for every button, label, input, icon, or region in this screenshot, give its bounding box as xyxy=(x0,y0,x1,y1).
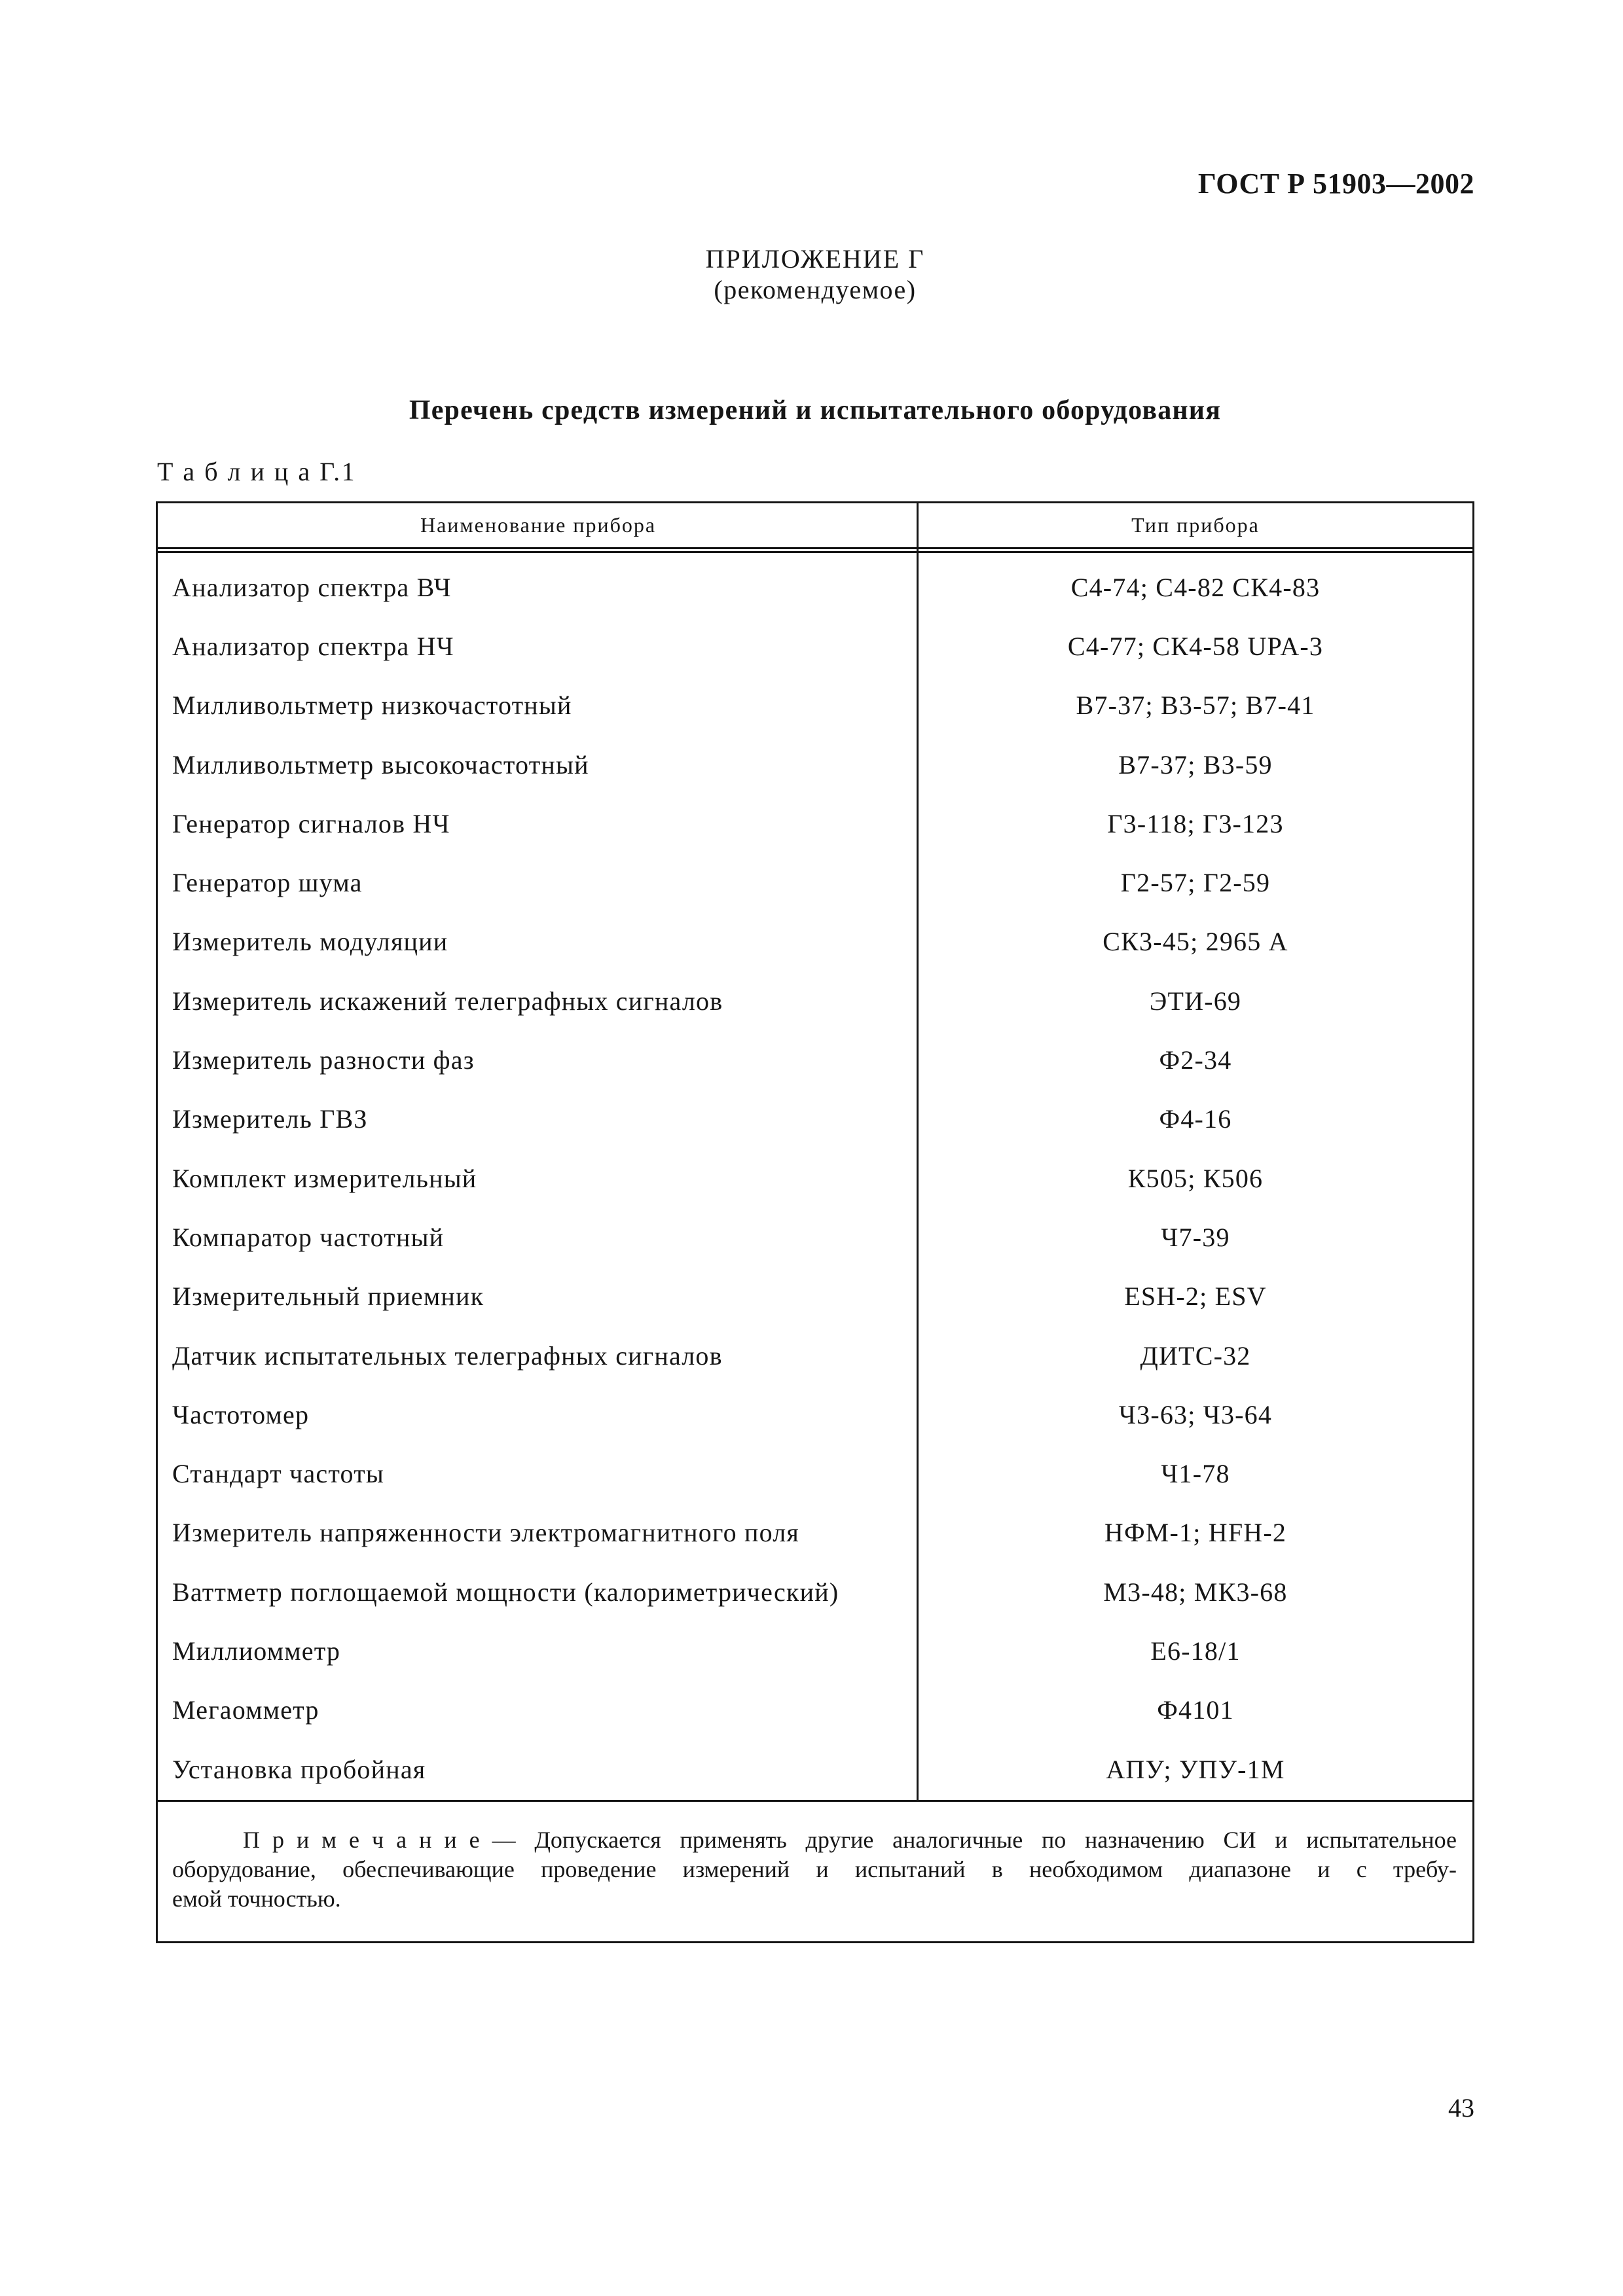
table-note xyxy=(158,1802,1472,1941)
instrument-name-cell: Милливольтметр высокочастотный xyxy=(172,749,589,780)
column-header-name: Наименование прибора xyxy=(420,513,657,537)
table-row xyxy=(158,794,1472,853)
instrument-type-cell: НФМ-1; HFH-2 xyxy=(1104,1518,1287,1548)
table-row xyxy=(158,1090,1472,1149)
instrument-type-cell: В7-37; В3-59 xyxy=(1118,749,1273,780)
page-number: 43 xyxy=(1448,2093,1474,2123)
page-heading: Перечень средств измерений и испытательного оборудования xyxy=(409,395,1222,425)
instrument-name-cell: Измеритель модуляции xyxy=(172,927,448,957)
table-row xyxy=(158,617,1472,675)
instrument-name-cell: Комплект измерительный xyxy=(172,1163,477,1193)
instrument-name-cell: Стандарт частоты xyxy=(172,1459,384,1489)
table-row xyxy=(158,1503,1472,1562)
instrument-name-cell: Генератор шума xyxy=(172,868,363,898)
instrument-name-cell: Мегаомметр xyxy=(172,1695,319,1725)
instrument-name-cell: Измеритель ГВЗ xyxy=(172,1104,368,1134)
table-row xyxy=(158,853,1472,912)
instrument-name-cell: Миллиомметр xyxy=(172,1636,341,1666)
instrument-name-cell: Измеритель искажений телеграфных сигналов xyxy=(172,986,723,1016)
table-row xyxy=(158,1149,1472,1208)
instrument-name-cell: Милливольтметр низкочастотный xyxy=(172,691,572,721)
instrument-name-cell: Компаратор частотный xyxy=(172,1222,445,1252)
instrument-name-cell: Генератор сигналов НЧ xyxy=(172,808,450,838)
instrument-type-cell: С4-74; С4-82 СК4-83 xyxy=(1070,572,1321,602)
instrument-type-cell: К505; К506 xyxy=(1127,1163,1264,1193)
appendix-title: ПРИЛОЖЕНИЕ Г xyxy=(705,244,925,274)
table-row xyxy=(158,1681,1472,1740)
instrument-type-cell: Е6-18/1 xyxy=(1150,1636,1241,1666)
instrument-name-cell: Анализатор спектра НЧ xyxy=(172,631,454,661)
instrument-name-cell: Установка пробойная xyxy=(172,1754,426,1784)
instrument-type-cell: АПУ; УПУ-1М xyxy=(1106,1754,1285,1784)
appendix-subtitle: (рекомендуемое) xyxy=(714,275,917,304)
table-header xyxy=(158,503,1472,553)
table-row xyxy=(158,1740,1472,1799)
note-line-2: оборудование, обеспечивающие проведение измерений и испытаний в необходимом диапазоне и с требу- xyxy=(172,1856,1457,1882)
instrument-name-cell: Анализатор спектра ВЧ xyxy=(172,572,452,602)
instrument-type-cell: ЭТИ-69 xyxy=(1149,986,1242,1016)
column-divider xyxy=(917,503,919,1800)
instrument-name-cell: Ваттметр поглощаемой мощности (калориметрический) xyxy=(172,1577,839,1607)
instrument-type-cell: Г2-57; Г2-59 xyxy=(1120,868,1271,898)
table-row xyxy=(158,676,1472,735)
instrument-type-cell: С4-77; СК4-58 UPA-3 xyxy=(1067,631,1324,661)
note-line-1 xyxy=(172,1825,1457,1855)
instrument-type-cell: Ч1-78 xyxy=(1161,1459,1230,1489)
table-row xyxy=(158,1208,1472,1266)
instrument-type-cell: Ф2-34 xyxy=(1159,1045,1232,1075)
table-row xyxy=(158,1562,1472,1621)
instrument-type-cell: ДИТС-32 xyxy=(1140,1340,1251,1371)
instrument-name-cell: Измеритель напряженности электромагнитного поля xyxy=(172,1518,800,1548)
table-row xyxy=(158,558,1472,617)
table-row xyxy=(158,1326,1472,1385)
column-header-type: Тип прибора xyxy=(1131,513,1260,537)
table-caption: Т а б л и ц а Г.1 xyxy=(157,457,357,486)
table-row xyxy=(158,1444,1472,1503)
table-row xyxy=(158,735,1472,794)
note-text-1: — Допускается применять другие аналогичные по назначению СИ и испытательное xyxy=(492,1827,1457,1853)
table-row xyxy=(158,1621,1472,1680)
instrument-type-cell: ESH-2; ESV xyxy=(1124,1282,1267,1312)
instrument-name-cell: Частотомер xyxy=(172,1399,310,1429)
table-row xyxy=(158,971,1472,1030)
instrument-type-cell: В7-37; В3-57; В7-41 xyxy=(1076,691,1315,721)
instrument-type-cell: СК3-45; 2965 А xyxy=(1103,927,1288,957)
instrument-type-cell: Г3-118; Г3-123 xyxy=(1107,808,1284,838)
instruments-table xyxy=(156,501,1474,1943)
note-label: П р и м е ч а н и е xyxy=(243,1827,483,1853)
table-body xyxy=(158,553,1472,1802)
instrument-type-cell: Ф4-16 xyxy=(1159,1104,1232,1134)
note-line-3: емой точностью. xyxy=(172,1886,341,1912)
instrument-type-cell: Ф4101 xyxy=(1157,1695,1234,1725)
document-code: ГОСТ Р 51903—2002 xyxy=(1197,168,1474,200)
instrument-name-cell: Датчик испытательных телеграфных сигналов xyxy=(172,1340,723,1371)
instrument-name-cell: Измеритель разности фаз xyxy=(172,1045,475,1075)
table-row xyxy=(158,1385,1472,1444)
instrument-name-cell: Измерительный приемник xyxy=(172,1282,484,1312)
table-row xyxy=(158,912,1472,971)
instrument-type-cell: Ч3-63; Ч3-64 xyxy=(1118,1399,1273,1429)
instrument-type-cell: Ч7-39 xyxy=(1161,1222,1230,1252)
table-row xyxy=(158,1267,1472,1326)
instrument-type-cell: М3-48; МК3-68 xyxy=(1103,1577,1288,1607)
table-row xyxy=(158,1030,1472,1089)
